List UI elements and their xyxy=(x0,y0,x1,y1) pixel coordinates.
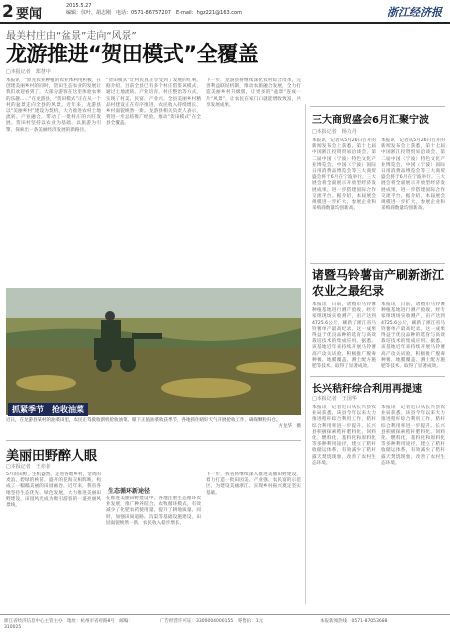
caption-text: 近日，在龙游县某村的油菜田里，农民正驾驶收割机抢收油菜。眼下正值油菜收获季节，各地抓住晴好天气开展抢收工作，确保颗粒归仓。 xyxy=(6,418,281,423)
article-byline-straw: □本报记者 王国华 xyxy=(312,396,357,402)
article-body-potato: 本报讯 日前，诸暨市马铃薯种植基地进行测产验收，经专家组现场实收测产，亩产达到4725.6公斤，刷新了浙江省马铃薯单产最高纪录。这一成果得益于优良品种的选育与高效栽培技术的集成应用。据悉，该基地近年来持续开展马铃薯高产攻关试验，积极推广脱毒种薯、地膜覆盖、测土配方施肥等技术，取得了显著成效。 xyxy=(312,302,376,370)
article-body-potato-cont: 本报讯 日前，诸暨市马铃薯种植基地进行测产验收，经专家组现场实收测产，亩产达到4725.6公斤，刷新了浙江省马铃薯单产最高纪录。这一成果得益于优良品种的选育与高效栽培技术的集成应用。据悉，该基地近年来持续开展马铃薯高产攻关试验，积极推广脱毒种薯、地膜覆盖、测土配方施肥等技术，取得了显著成效。 xyxy=(381,302,445,370)
header-meta xyxy=(66,3,242,17)
header-rule xyxy=(0,22,450,24)
rapeseed-harvest-image xyxy=(6,288,301,415)
lead-kicker: 最美村庄由“盆景”走向“风景” xyxy=(6,31,137,42)
lead-byline: □本报记者 郑慧中 xyxy=(6,69,51,75)
column-divider xyxy=(305,104,306,604)
photo-caption xyxy=(6,418,301,430)
lead-column-3: 下一步，龙游县将继续深化农村综合改革，完善利益联结机制，推动农旅融合发展，全力打造美丽乡村升级版，让更多的“盆景”连成一片“风景”，让农民在家门口就能增收致富，共享发展成果。 xyxy=(206,78,301,108)
article-body-straw: 本报讯 记者近日从长兴县农业局获悉，该县今年以来大力推进秸秆综合利用工作，秸秆综合利用率进一步提升。长兴县积极探索秸秆肥料化、饲料化、燃料化、基料化和原料化等多种利用途径，建立了秸秆收储运体系，有效减少了秸秆露天焚烧现象，改善了农村生态环境。 xyxy=(312,405,376,466)
footer-hotline: 本报新闻热线：0571-87053688 xyxy=(320,619,388,624)
news-photo xyxy=(6,288,301,415)
article-body-fields-1: 5月的田野，生机盎然。走进各地乡村，金黄的麦浪、碧绿的秧苗、盛开的花海交相辉映，构成了一幅幅美丽的田园画卷。近年来，我省各地坚持生态优先、绿色发展，大力推进美丽田野建设，田园风光成为吸引游客的一道亮丽风景线。 xyxy=(6,472,101,509)
divider xyxy=(6,440,301,441)
editor-contact: 编辑：仪叶、胡志刚 电话：0571-86757207 E-mail：hgz221@163.com xyxy=(66,10,242,16)
article-body-fields-2: 在推进美丽田野建设中，各地注重生态循环农业发展，推广种养结合、农牧循环模式，有效减少了化肥农药使用量，提升了耕地质量。同时，加强田间道路、沟渠等基础设施建设，田园面貌焕然一新，农民收入稳步增长。 xyxy=(106,496,201,526)
article-title-potato: 诸暨马铃薯亩产刷新浙江农业之最纪录 xyxy=(312,268,445,298)
divider xyxy=(310,263,445,264)
issue-date: 2015.5.27 xyxy=(66,3,92,9)
article-title-trade-fair: 三大商贸盛会6月汇聚宁波 xyxy=(312,115,429,126)
footer-publisher: 浙江省经济信息中心主管主办 地址：杭州市省府路8号 邮编：310025 xyxy=(4,619,133,630)
article-body-trade-fair-cont: 本报讯 记者从5月26日召开的新闻发布会上获悉，第十七届中国浙江投资贸易洽谈会、第二届中国（宁波）特色文化产业博览会、中国（宁波）国际日用消费品博览会等三大商贸盛会将于6月在宁波举行。三大展会将全面展示开放型经济发展成果，进一步搭建国际合作交流平台。据介绍，本届展会规模进一步扩大，参展企业和采购商数量均创新高。 xyxy=(381,138,445,212)
page-number: 2 xyxy=(2,2,14,22)
section-title: 要闻 xyxy=(16,7,43,22)
article-title-fields: 美丽田野醉人眼 xyxy=(6,449,98,464)
lead-column-2: “贺田模式”让村民真正享受到了发展的红利。据介绍，目前全县已有多个村庄借鉴该模式，通过土地流转、产业培育、村庄整治等方式，实现了村美、民富、产业兴。全县美丽乡村精品村建设正在有序推进，农民收入持续增长，乡村面貌焕然一新。龙游县相关负责人表示，将进一步总结推广经验，推动“贺田模式”在全县全覆盖。 xyxy=(106,78,201,127)
article-subhead-fields: 生态循环新途径 xyxy=(108,488,151,495)
lead-column-1: 本报讯 “原先农业种植的农业体利用积极，在创建美丽乡村的同时，贺田生态农业的发展让我们欢迎看到了，大部分游客在这里体验农事的乐趣……”在龙游县，“贺田模式”正在从一个村的盆景走向全县的风景。近年来，龙游县以“美丽乡村”建设为契机，大力推进农村土地流转、产业融合，带动了一批村庄的兴旺发展。贺田村坚持以农业为基础、以旅游为引擎，探索出一条美丽经济发展的新路径。 xyxy=(6,78,101,133)
article-body-trade-fair: 本报讯 记者从5月26日召开的新闻发布会上获悉，第十七届中国浙江投资贸易洽谈会、第二届中国（宁波）特色文化产业博览会、中国（宁波）国际日用消费品博览会等三大商贸盛会将于6月在宁波举行。三大展会将全面展示开放型经济发展成果，进一步搭建国际合作交流平台。据介绍，本届展会规模进一步扩大，参展企业和采购商数量均创新高。 xyxy=(312,138,376,212)
photo-tag: 抓紧季节 抢收油菜 xyxy=(8,403,88,416)
divider xyxy=(310,376,445,377)
page-footer xyxy=(0,614,450,641)
article-body-straw-cont: 本报讯 记者近日从长兴县农业局获悉，该县今年以来大力推进秸秆综合利用工作，秸秆综合利用率进一步提升。长兴县积极探索秸秆肥料化、饲料化、燃料化、基料化和原料化等多种利用途径，建立了秸秆收储运体系，有效减少了秸秆露天焚烧现象，改善了农村生态环境。 xyxy=(381,405,445,466)
article-byline-trade-fair: □本报记者 杨力丹 xyxy=(312,129,357,135)
divider xyxy=(310,106,445,107)
lead-headline: 龙游推进“贺田模式”全覆盖 xyxy=(6,42,259,66)
article-byline-fields: □本报记者 王亦菲 xyxy=(6,464,51,470)
article-body-fields-3: 下一步，我省将继续深入推进美丽田野建设，着力打造一批田园美、产业强、农民富的示范区，为建设美丽浙江、实现乡村振兴奠定坚实基础。 xyxy=(206,472,301,496)
footer-license: 广告经营许可证：3300004000155 零售价：1元 xyxy=(160,619,264,624)
newspaper-logo: 浙江经济报 xyxy=(387,6,442,19)
photo-credit: 方龙华 摄 xyxy=(278,424,301,429)
article-title-straw: 长兴秸秆综合利用再提速 xyxy=(312,384,422,395)
